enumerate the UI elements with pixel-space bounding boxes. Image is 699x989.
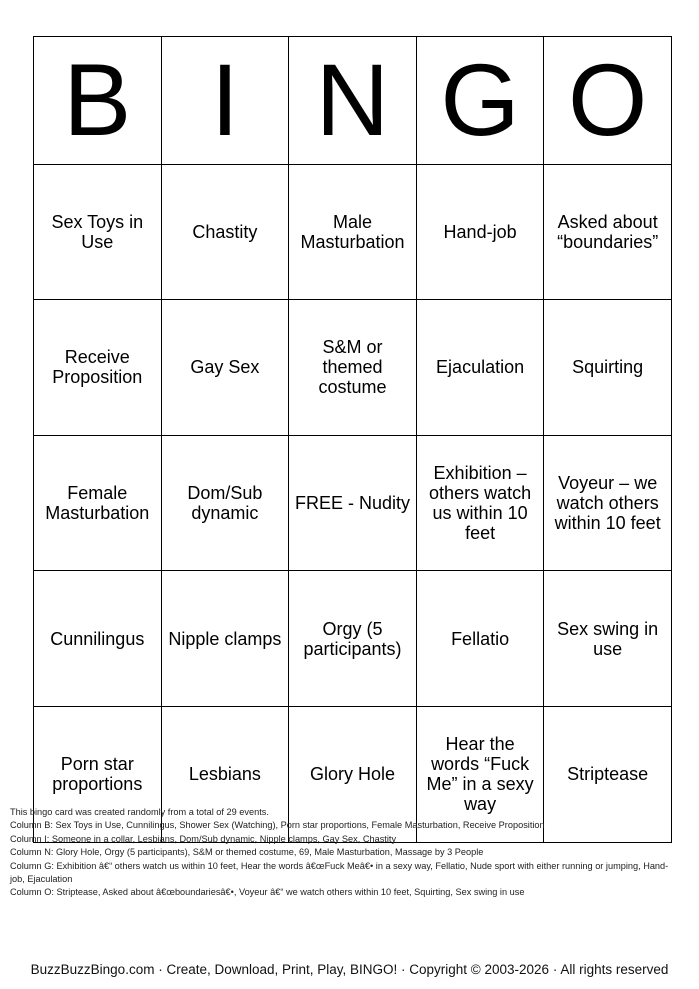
card-cell: Nipple clamps bbox=[161, 571, 289, 707]
card-cell: Orgy (5 participants) bbox=[289, 571, 417, 707]
header-letter-i: I bbox=[161, 37, 289, 165]
header-letter-b: B bbox=[34, 37, 162, 165]
header-letter-g: G bbox=[416, 37, 544, 165]
card-cell: Male Masturbation bbox=[289, 164, 417, 300]
notes-summary: This bingo card was created randomly from a total of 29 events. bbox=[10, 807, 269, 817]
card-cell: S&M or themed costume bbox=[289, 300, 417, 436]
card-cell: Receive Proposition bbox=[34, 300, 162, 436]
card-cell: Hand-job bbox=[416, 164, 544, 300]
card-notes bbox=[10, 806, 670, 900]
card-cell: Striptease bbox=[544, 706, 672, 842]
footer-copyright: BuzzBuzzBingo.com · Create, Download, Print, Play, BINGO! · Copyright © 2003-2026 · All rights reserved bbox=[30, 962, 669, 977]
card-cell: Cunnilingus bbox=[34, 571, 162, 707]
notes-column-i: Column I: Someone in a collar, Lesbians, Dom/Sub dynamic, Nipple clamps, Gay Sex, Chastity bbox=[10, 833, 397, 844]
notes-column-n: Column N: Glory Hole, Orgy (5 participants), S&M or themed costume, 69, Male Masturbation, Massage by 3 People bbox=[10, 847, 484, 858]
card-cell: Fellatio bbox=[416, 571, 544, 707]
card-cell: Ejaculation bbox=[416, 300, 544, 436]
card-cell: Hear the words “Fuck Me” in a sexy way bbox=[416, 706, 544, 842]
notes-column-g: Column G: Exhibition â€“ others watch us within 10 feet, Hear the words â€œFuck Meâ€• in a sexy way, Fellatio, Nude sport with either running or jumping, Hand-job, Ejaculation bbox=[10, 860, 669, 885]
free-space-cell: FREE - Nudity bbox=[289, 435, 417, 571]
header-letter-o: O bbox=[544, 37, 672, 165]
notes-column-b: Column B: Sex Toys in Use, Cunnilingus, Shower Sex (Watching), Porn star proportions, Female Masturbation, Receive Proposition bbox=[10, 820, 545, 831]
card-row bbox=[34, 435, 672, 571]
header-letter-n: N bbox=[289, 37, 417, 165]
card-cell: Chastity bbox=[161, 164, 289, 300]
card-cell: Porn star proportions bbox=[34, 706, 162, 842]
card-cell: Glory Hole bbox=[289, 706, 417, 842]
card-cell: Female Masturbation bbox=[34, 435, 162, 571]
card-cell: Asked about “boundaries” bbox=[544, 164, 672, 300]
card-row bbox=[34, 164, 672, 300]
header-row bbox=[34, 37, 672, 165]
card-cell: Lesbians bbox=[161, 706, 289, 842]
card-row bbox=[34, 300, 672, 436]
card-cell: Squirting bbox=[544, 300, 672, 436]
card-cell: Dom/Sub dynamic bbox=[161, 435, 289, 571]
bingo-card bbox=[33, 36, 672, 843]
card-row bbox=[34, 571, 672, 707]
card-cell: Voyeur – we watch others within 10 feet bbox=[544, 435, 672, 571]
notes-column-o: Column O: Striptease, Asked about â€œboundariesâ€•, Voyeur â€“ we watch others within 10 feet, Squirting, Sex swing in use bbox=[10, 887, 525, 898]
card-cell: Sex Toys in Use bbox=[34, 164, 162, 300]
card-cell: Sex swing in use bbox=[544, 571, 672, 707]
card-cell: Exhibition – others watch us within 10 feet bbox=[416, 435, 544, 571]
card-cell: Gay Sex bbox=[161, 300, 289, 436]
